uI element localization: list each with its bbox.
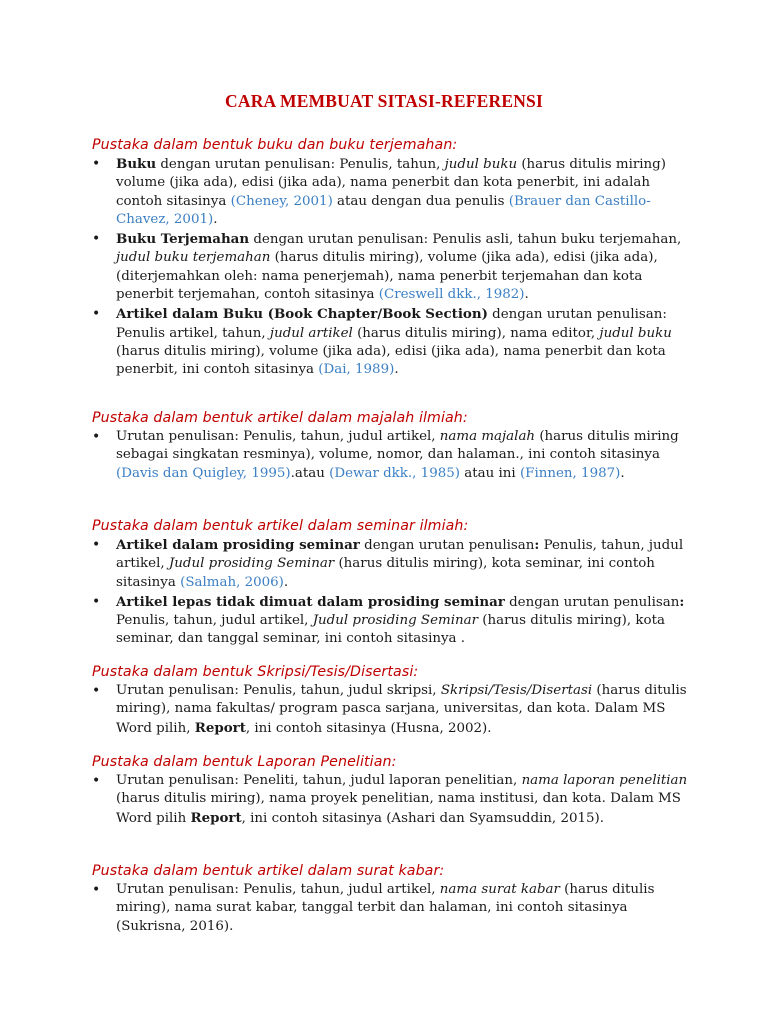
list-item: • Urutan penulisan: Penulis, tahun, judul skripsi, Skripsi/Tesis/Disertasi (harus ditulis miring), nama fakultas/ program pasca sarjana, universitas, dan kota. Dalam MS Word pilih, Report, ini contoh sitasinya (Husna, 2002). bbox=[92, 683, 687, 736]
list-item: • Artikel dalam Buku (Book Chapter/Book Section) dengan urutan penulisan: Penulis artikel, tahun, judul artikel (harus ditulis miring), nama editor, judul buku (harus ditulis miring), volume (jika ada), edisi (jika ada), nama penerbit dan kota penerbit, ini contoh sitasinya (Dai, 1989). bbox=[92, 306, 672, 378]
bullet-marker: • bbox=[92, 882, 101, 898]
bullet-marker: • bbox=[92, 156, 101, 172]
section-heading: Pustaka dalam bentuk artikel dalam surat kabar: bbox=[92, 863, 445, 879]
citation-link[interactable]: (Salmah, 2006) bbox=[180, 574, 284, 590]
bullet-list bbox=[92, 772, 692, 828]
bullet-marker: • bbox=[92, 306, 101, 323]
section-heading: Pustaka dalam bentuk Laporan Penelitian: bbox=[92, 754, 397, 770]
citation-link[interactable]: (Brauer dan Castillo-Chavez, 2001) bbox=[116, 193, 651, 227]
section-laporan bbox=[92, 753, 692, 829]
bullet-marker: • bbox=[92, 593, 101, 610]
bullet-list bbox=[92, 536, 692, 649]
section-skripsi bbox=[92, 663, 692, 739]
bullet-marker: • bbox=[92, 683, 101, 699]
section-heading: Pustaka dalam bentuk buku dan buku terjemahan: bbox=[92, 137, 458, 153]
bullet-list bbox=[92, 682, 692, 738]
bullet-marker: • bbox=[92, 773, 101, 789]
section-heading: Pustaka dalam bentuk Skripsi/Tesis/Disertasi: bbox=[92, 664, 419, 680]
citation-link[interactable]: (Finnen, 1987) bbox=[519, 465, 621, 481]
citation-link[interactable]: (Davis dan Quigley, 1995) bbox=[116, 465, 291, 481]
bullet-list bbox=[92, 428, 692, 483]
section-buku bbox=[92, 136, 692, 381]
bullet-list bbox=[92, 881, 692, 936]
bullet-list bbox=[92, 155, 692, 380]
list-item: • Urutan penulisan: Penulis, tahun, judul artikel, nama majalah (harus ditulis miring sebagai singkatan resminya), volume, nomor, dan halaman., ini contoh sitasinya (Davis dan Quigley, 1995).atau (Dewar dkk., 1985) atau ini (Finnen, 1987). bbox=[92, 429, 679, 481]
citation-link[interactable]: (Cheney, 2001) bbox=[230, 193, 333, 209]
list-item: • Buku Terjemahan dengan urutan penulisan: Penulis asli, tahun buku terjemahan, judul buku terjemahan (harus ditulis miring), volume (jika ada), edisi (jika ada), (diterjemahkan oleh: nama penerjemah), nama penerbit terjemahan dan kota penerbit terjemahan, contoh sitasinya (Creswell dkk., 1982). bbox=[92, 231, 682, 303]
list-item: • Urutan penulisan: Peneliti, tahun, judul laporan penelitian, nama laporan penelitian (harus ditulis miring), nama proyek penelitian, nama institusi, dan kota. Dalam MS Word pilih Report, ini contoh sitasinya (Ashari dan Syamsuddin, 2015). bbox=[92, 773, 688, 826]
list-item: • Artikel lepas tidak dimuat dalam prosiding seminar dengan urutan penulisan: Penulis, tahun, judul artikel, Judul prosiding Seminar (harus ditulis miring), kota seminar, dan tanggal seminar, ini contoh sitasinya . bbox=[92, 593, 685, 647]
section-heading: Pustaka dalam bentuk artikel dalam majalah ilmiah: bbox=[92, 410, 468, 426]
bullet-marker: • bbox=[92, 231, 101, 248]
citation-link[interactable]: (Dewar dkk., 1985) bbox=[329, 465, 460, 481]
section-majalah bbox=[92, 409, 692, 484]
bullet-marker: • bbox=[92, 537, 101, 553]
section-heading: Pustaka dalam bentuk artikel dalam seminar ilmiah: bbox=[92, 518, 469, 534]
section-surat-kabar bbox=[92, 862, 692, 937]
citation-link[interactable]: (Dai, 1989) bbox=[318, 362, 395, 378]
list-item: • Urutan penulisan: Penulis, tahun, judul artikel, nama surat kabar (harus ditulis miring), nama surat kabar, tanggal terbit dan halaman, ini contoh sitasinya (Sukrisna, 2016). bbox=[92, 882, 655, 934]
list-item: • Buku dengan urutan penulisan: Penulis, tahun, judul buku (harus ditulis miring) volume (jika ada), edisi (jika ada), nama penerbit dan kota penerbit, ini adalah contoh sitasinya (Cheney, 2001) atau dengan dua penulis (Brauer dan Castillo-Chavez, 2001). bbox=[92, 156, 666, 227]
section-seminar bbox=[92, 517, 692, 650]
citation-link[interactable]: (Creswell dkk., 1982) bbox=[378, 287, 525, 303]
list-item: • Artikel dalam prosiding seminar dengan urutan penulisan: Penulis, tahun, judul artikel, Judul prosiding Seminar (harus ditulis miring), kota seminar, ini contoh sitasinya (Salmah, 2006). bbox=[92, 537, 684, 590]
bullet-marker: • bbox=[92, 429, 101, 445]
document-title: CARA MEMBUAT SITASI-REFERENSI bbox=[225, 91, 543, 111]
